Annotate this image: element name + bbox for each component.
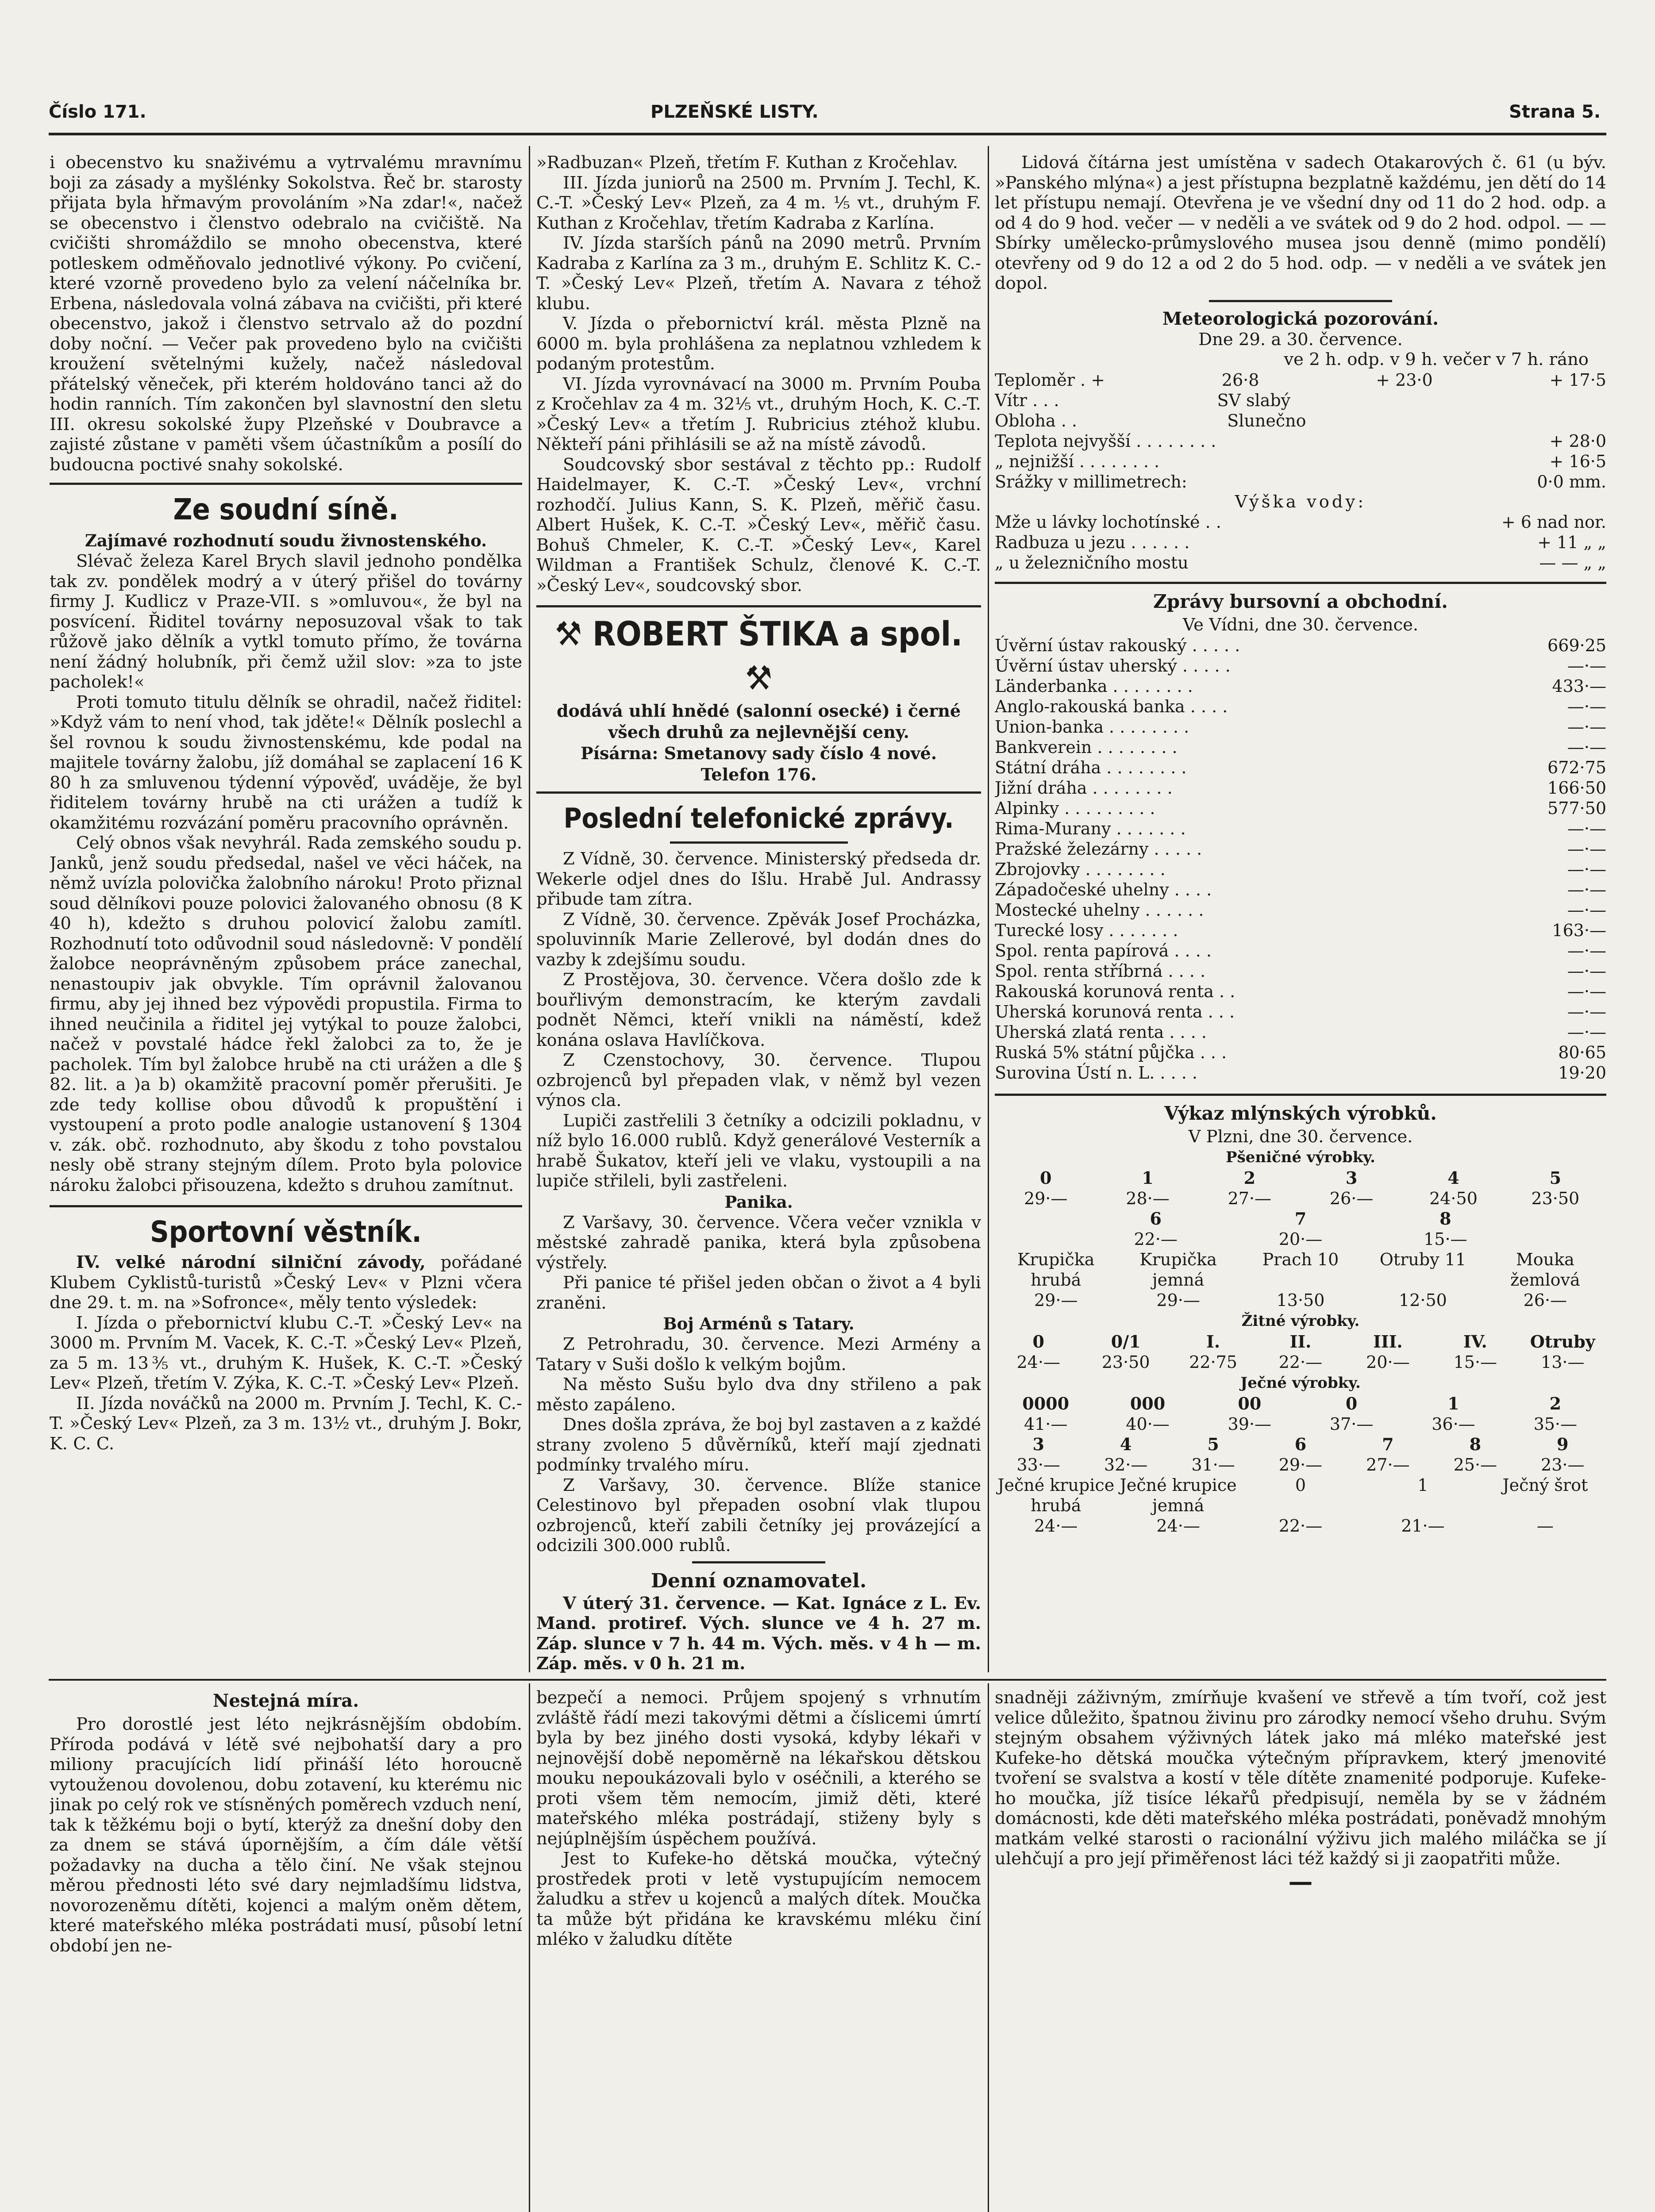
- table-cell: 0: [1039, 1168, 1052, 1188]
- table-cell: Ječné krupice hrubá: [997, 1475, 1115, 1515]
- wheat-grades: [995, 1209, 1606, 1229]
- article-text: Jest to Kufeke-ho dětská moučka, výtečný prostředek proti v letě vystupujícím nemocem žaludku a střev u kojenců a malých dítek. Moučka ta může být přidána ke kravskému mléku činí mléko v žaludku dítěte: [536, 1849, 981, 1949]
- column-2: [536, 153, 981, 1674]
- table-cell: Radbuza u jezu . . . . . .: [995, 533, 1190, 552]
- table-cell: 24·—: [1156, 1516, 1200, 1536]
- table-cell: II.: [1289, 1332, 1312, 1352]
- table-cell: 2: [1549, 1394, 1562, 1413]
- wheat-products: [995, 1249, 1606, 1290]
- table-cell: Úvěrní ústav rakouský . . . . .: [995, 635, 1240, 655]
- reading-room-notice: Lidová čítárna jest umístěna v sadech Otakarových č. 61 (u býv. »Panského mlýna«) a jest přístupna bezplatně každému, jen dětí do 14 let přístupu nemají. Otevřena je ve všední dny od 11 do 2 hod. odp. a od 4 do 9 hod. večer — v neděli a ve svátek od 9 do 2 hod. odpol. — — Sbírky umělecko-průmyslového musea jsou denně (mimo pondělí) otevřeny od 9 do 12 a od 2 do 5 hod. odp. — v neděli a ve svátek jen dopol.: [995, 153, 1606, 293]
- meteo-date: Dne 29. a 30. července.: [1198, 329, 1403, 349]
- table-cell: —·—: [1567, 981, 1606, 1001]
- ad-address: Písárna: Smetanovy sady číslo 4 nové.: [581, 743, 937, 763]
- table-cell: + 17·5: [1549, 370, 1606, 390]
- sport-paragraph: »Radbuzan« Plzeň, třetím F. Kuthan z Kročehlav.: [536, 153, 958, 173]
- article-title-nestejna-mira: Nestejná míra.: [212, 1690, 359, 1711]
- table-cell: + 28·0: [1549, 431, 1606, 451]
- table-row: [995, 512, 1606, 532]
- rye-prices: [995, 1352, 1606, 1372]
- page-number: Strana 5.: [1509, 102, 1601, 122]
- table-cell: Rima-Murany . . . . . . .: [995, 818, 1186, 838]
- table-cell: Západočeské uhelny . . . .: [995, 879, 1212, 899]
- table-row: [995, 900, 1606, 920]
- sport-paragraph: VI. Jízda vyrovnávací na 3000 m. Prvním Pouba z Kročehlav za 4 m. 32⅕ vt., druhým Hoch, K. C.-T. »Český Lev« a třetím J. Rubricius ztéhož klubu. Někteří páni přihlásili se až na místě závodů.: [536, 374, 981, 454]
- table-cell: 28·—: [1126, 1189, 1170, 1208]
- table-cell: 7: [1382, 1434, 1394, 1454]
- table-cell: 22·—: [1278, 1516, 1323, 1536]
- table-cell: Ječné krupice jemná: [1120, 1475, 1237, 1515]
- sport-paragraph: II. Jízda nováčků na 2000 m. Prvním J. Techl, K. C.-T. »Český Lev« Plzeň, za 3 m. 13½ vt., druhým J. Bokr, K. C. C.: [50, 1393, 522, 1454]
- telephone-news: Dnes došla zpráva, že boj byl zastaven a z každé strany zvoleno 5 důvěrníků, kteří mají zjednati podmínky trvalého míru.: [536, 1415, 981, 1475]
- table-row: [995, 370, 1606, 390]
- table-cell: Teploměr . +: [995, 370, 1105, 390]
- ad-text: dodává uhlí hnědé (salonní osecké) i černé všech druhů za nejlevnější ceny.: [556, 701, 961, 742]
- barley-prices: [995, 1516, 1606, 1536]
- bourse-table: [995, 635, 1606, 1083]
- table-cell: Spol. renta stříbrná . . . .: [995, 961, 1206, 981]
- table-cell: + 23·0: [1376, 370, 1433, 390]
- table-cell: 20·—: [1278, 1229, 1323, 1249]
- table-cell: 6: [1150, 1209, 1162, 1229]
- table-cell: 27·—: [1366, 1455, 1410, 1475]
- table-row: [995, 1002, 1606, 1022]
- subheading-armeni: Boj Arménů s Tatary.: [663, 1314, 854, 1333]
- table-cell: 000: [1130, 1394, 1166, 1413]
- table-cell: Obloha . .: [995, 411, 1077, 430]
- table-cell: 00: [1238, 1394, 1262, 1413]
- table-cell: —·—: [1567, 961, 1606, 981]
- table-cell: Rakouská korunová renta . .: [995, 981, 1235, 1001]
- table-cell: Státní dráha . . . . . . . .: [995, 757, 1187, 777]
- table-cell: Ječný šrot: [1502, 1475, 1588, 1495]
- water-table: [995, 512, 1606, 573]
- table-cell: 669·25: [1547, 635, 1606, 655]
- table-cell: 7: [1294, 1209, 1307, 1229]
- table-cell: „ u železničního mostu: [995, 553, 1189, 572]
- end-ornament: ━━: [1289, 1873, 1312, 1894]
- telephone-news: Z Prostějova, 30. července. Včera došlo zde k bouřlivým demonstracím, ke kterým zavdali podnět Němci, kteří vnikli na náměstí, kdež konána oslava Havlíčkova.: [536, 970, 981, 1050]
- table-cell: 8: [1469, 1434, 1482, 1454]
- table-cell: I.: [1206, 1332, 1220, 1352]
- table-cell: 27·—: [1228, 1189, 1272, 1208]
- column-3: [995, 153, 1606, 1674]
- table-cell: 5: [1207, 1434, 1219, 1454]
- hammer-pick-icon: ⚒: [554, 614, 582, 653]
- table-cell: Surovina Ústí n. L. . . . .: [995, 1063, 1197, 1083]
- table-cell: 26·—: [1329, 1189, 1374, 1208]
- mill-title: Výkaz mlýnských výrobků.: [1164, 1102, 1437, 1124]
- table-cell: 166·50: [1547, 778, 1606, 798]
- telephone-news: Z Vídně, 30. července. Zpěvák Josef Procházka, spoluvinník Marie Zellerové, byl dodán dnes do vazby k zdejšímu soudu.: [536, 909, 981, 970]
- table-cell: 29·—: [1278, 1455, 1323, 1475]
- barley-prices: [995, 1455, 1606, 1475]
- table-row: [995, 757, 1606, 778]
- table-cell: 24·—: [1034, 1516, 1078, 1536]
- rye-grades: [995, 1332, 1606, 1352]
- table-cell: 23·50: [1101, 1352, 1150, 1372]
- table-cell: 29·—: [1024, 1189, 1068, 1208]
- table-cell: Anglo-rakouská banka . . . .: [995, 696, 1228, 716]
- meteo-title: Meteorologická pozorování.: [1162, 308, 1439, 329]
- table-cell: 0/1: [1111, 1332, 1141, 1352]
- table-cell: Otruby 11: [1379, 1250, 1466, 1269]
- table-cell: 13·—: [1541, 1352, 1585, 1372]
- sport-paragraph: V. Jízda o přebornictví král. města Plzně na 6000 m. byla prohlášena za neplatnou vzhledem k podaným protestům.: [536, 314, 981, 374]
- meteo-table: [995, 370, 1606, 431]
- table-cell: 6: [1294, 1434, 1307, 1454]
- column-divider: [529, 1683, 530, 2212]
- table-row: [995, 839, 1606, 859]
- sport-paragraph: IV. Jízda starších pánů na 2090 metrů. Prvním Kadraba z Karlína za 3 m., druhým E. Schlitz K. C.-T. »Český Lev« Plzeň, třetím A. Navara z téhož klubu.: [536, 233, 981, 314]
- table-row: [995, 656, 1606, 676]
- court-paragraph: Slévač železa Karel Brych slavil jednoho pondělka tak zv. pondělek modrý a v úterý přišel do továrny firmy J. Kudlicz v Praze-VII. s »omluvou«, že byl na posvícení. Řiditel továrny neposuzoval však to tak růžově jako dělník a vytkl tomuto přímo, že továrna není žádný holubník, při čemž užil slov: »za to jste pacholek!«: [50, 551, 522, 692]
- bottom-column-1: [50, 1688, 522, 2212]
- wheat-grades: [995, 1168, 1606, 1188]
- bottom-column-3: [995, 1688, 1606, 2212]
- table-cell: 0: [1032, 1332, 1044, 1352]
- table-row: [995, 941, 1606, 961]
- article-sokol: i obecenstvo ku snaživému a vytrvalému mravnímu boji za zásady a myšlénky Sokolstva. Řeč br. starosty přijata byla hřmavým provoláním »Na zdar!«, načež se obecenstvo i členstvo odebralo na cvičiště. Na cvičišti shromáždilo se mnoho obecenstva, které potleskem odměňovalo jednotlivé výkony. Po cvičení, které vzorně provedeno bylo za velení náčelníka br. Erbena, následovala volná zábava na cvičišti, při které obecenstvo, jakož i členstvo setrvalo až do pozdní doby noční. — Večer pak provedeno bylo na cvičišti kroužení světelnými kužely, načež následoval přátelský věneček, při kterém holdováno tanci až do hodin ranních. Tím zakončen byl slavnostní den sletu III. okresu sokolské župy Plzeňské v Doubravce a zajisté zůstane v paměti všem účastníkům a posílí do budoucna poctivé snahy sokolské.: [50, 153, 522, 475]
- table-cell: 8: [1439, 1209, 1451, 1229]
- table-cell: —·—: [1567, 1022, 1606, 1042]
- table-cell: 3: [1345, 1168, 1358, 1188]
- table-row: [995, 532, 1606, 553]
- hammer-pick-icon: ⚒: [745, 658, 773, 698]
- table-cell: —·—: [1567, 879, 1606, 899]
- table-cell: Mouka žemlová: [1510, 1250, 1580, 1290]
- table-cell: 35·—: [1533, 1414, 1578, 1434]
- table-cell: Krupička hrubá: [1017, 1250, 1095, 1290]
- table-row: [995, 859, 1606, 879]
- telephone-news: Z Vídně, 30. července. Ministerský předseda dr. Wekerle odjel dnes do Išlu. Hrabě Jul. Andrassy přibude tam zítra.: [536, 849, 981, 909]
- table-row: [995, 635, 1606, 656]
- wheat-prices: [995, 1229, 1606, 1249]
- bourse-title: Zprávy bursovní a obchodní.: [1153, 591, 1448, 612]
- table-cell: 37·—: [1329, 1414, 1374, 1434]
- bottom-column-2: [536, 1688, 981, 2212]
- table-cell: 4: [1120, 1434, 1132, 1454]
- table-cell: 24·—: [1016, 1352, 1060, 1372]
- table-cell: 31·—: [1191, 1455, 1235, 1475]
- ad-phone: Telefon 176.: [700, 764, 817, 784]
- table-cell: 0: [1295, 1475, 1306, 1495]
- table-row: [995, 431, 1606, 451]
- telephone-news: Z Czenstochovy, 30. července. Tlupou ozbrojenců byl přepaden vlak, v němž byl vezen výnos cla.: [536, 1050, 981, 1110]
- table-cell: — — „ „: [1539, 553, 1606, 572]
- article-text: bezpečí a nemoci. Průjem spojený s vrhnutím zvláště řádí mezi takovými dětmi a číslicemi úmrtí byla by bez jiného dosti vysoká, kdyby lékaři v nejnovější době nepoměrně na lékařskou dětskou mouku nepoukázovali bylo v oséčnili, a kterého se proti všem těm nemocím, jimiž děti, které mateřského mléka postrádají, stiženy byly s nejúplnějším úspěchem používá.: [536, 1688, 981, 1849]
- table-cell: 1: [1417, 1475, 1428, 1495]
- telephone-news: Z Varšavy, 30. července. Blíže stanice Celestinovo byl přepaden osobní vlak tlupou ozbrojenců, kteří zabili četníky jej provázející a odcizili 300.000 rublů.: [536, 1475, 981, 1555]
- table-row: [995, 737, 1606, 757]
- table-row: [995, 676, 1606, 696]
- table-cell: —·—: [1567, 737, 1606, 757]
- table-cell: Teplota nejvyšší . . . . . . . .: [995, 431, 1216, 451]
- table-cell: + 16·5: [1549, 451, 1606, 471]
- table-cell: + 6 nad nor.: [1501, 512, 1606, 532]
- table-row: [995, 981, 1606, 1002]
- table-row: [995, 1022, 1606, 1042]
- sport-paragraph: pořádané Klubem Cyklistů-turistů »Český Lev« v Plzni včera dne 29. t. m. na »Sofronce«, měly tento výsledek:: [50, 1252, 522, 1313]
- ad-company-name: ROBERT ŠTIKA a spol.: [592, 614, 963, 653]
- newspaper-title: PLZEŇSKÉ LISTY.: [650, 102, 819, 122]
- table-cell: 29·—: [1034, 1290, 1078, 1310]
- table-cell: 22·75: [1189, 1352, 1237, 1372]
- table-cell: Spol. renta papírová . . . .: [995, 941, 1212, 960]
- table-cell: 26·—: [1523, 1290, 1567, 1310]
- table-cell: Bankverein . . . . . . . .: [995, 737, 1178, 757]
- table-cell: Srážky v millimetrech:: [995, 472, 1187, 492]
- table-cell: —·—: [1567, 1002, 1606, 1022]
- table-cell: 23·50: [1531, 1189, 1580, 1208]
- table-row: [995, 451, 1606, 472]
- table-cell: 39·—: [1228, 1414, 1272, 1434]
- table-cell: 15·—: [1424, 1229, 1467, 1249]
- telephone-news: Lupiči zastřelili 3 četníky a odcizili pokladnu, v níž bylo 16.000 rublů. Když generálové Vesterník a hrabě Šukatov, kteří jeli ve vlaku, vystoupili a na lupiče střileli, byli zastřeleni.: [536, 1110, 981, 1191]
- table-cell: 0·0 mm.: [1537, 472, 1606, 492]
- table-cell: Mže u lávky lochotínské . .: [995, 512, 1221, 532]
- table-cell: 40·—: [1126, 1414, 1170, 1434]
- subheading-daily: Denní oznamovatel.: [650, 1569, 867, 1592]
- table-cell: 22·—: [1278, 1352, 1323, 1372]
- table-cell: Uherská zlatá renta . . . .: [995, 1022, 1207, 1042]
- table-cell: 13·50: [1276, 1290, 1325, 1310]
- table-cell: 3: [1032, 1434, 1044, 1454]
- table-row: [995, 818, 1606, 839]
- section-title-telephone: Poslední telefonické zprávy.: [563, 802, 954, 834]
- column-divider: [988, 1683, 989, 2212]
- table-cell: SV slabý: [1217, 390, 1291, 410]
- table-row: [995, 1063, 1606, 1083]
- subheading-panika: Panika.: [724, 1192, 793, 1212]
- barley-grades: [995, 1434, 1606, 1455]
- table-cell: 9: [1557, 1434, 1569, 1454]
- table-cell: 577·50: [1547, 798, 1606, 818]
- table-cell: 26·8: [1221, 370, 1259, 390]
- daily-almanac: V úterý 31. července. — Kat. Ignáce z L. Ev. Mand. protiref. Vých. slunce ve 4 h. 27 m. Záp. slunce v 7 h. 44 m. Vých. měs. v 4 h — m. Záp. měs. v 0 h. 21 m.: [536, 1593, 981, 1674]
- section-rule: [49, 1679, 1606, 1681]
- table-row: [995, 879, 1606, 900]
- table-cell: 21·—: [1401, 1516, 1445, 1536]
- meteo-times: ve 2 h. odp. v 9 h. večer v 7 h. ráno: [1284, 349, 1589, 369]
- table-row: [995, 798, 1606, 818]
- barley-prices: [995, 1414, 1606, 1434]
- table-cell: 163·—: [1552, 920, 1606, 940]
- table-cell: 672·75: [1547, 757, 1606, 777]
- table-cell: 2: [1243, 1168, 1256, 1188]
- table-row: [995, 472, 1606, 492]
- meteo-extra: [995, 431, 1606, 492]
- court-paragraph: Proti tomuto titulu dělník se ohradil, načež řiditel: »Když vám to není vhod, tak jděte!« Dělník poslechl a šel rovnou k soudu živnostenskému, kde podal na majitele továrny žalobu, jíž domáhal se zaplacení 16 K 80 h za smluvenou týdenní výpověď, uváděje, že byl řiditelem továrny hrubě na cti urážen a tudíž k okamžitému rozvázání poměru pracovního oprávněn.: [50, 692, 522, 833]
- sport-subtitle: IV. velké národní silniční závody,: [76, 1252, 426, 1272]
- table-cell: IV.: [1463, 1332, 1487, 1352]
- table-cell: Jižní dráha . . . . . . . .: [995, 778, 1173, 798]
- bourse-date: Ve Vídni, dne 30. července.: [1182, 615, 1419, 635]
- table-cell: Otruby: [1530, 1332, 1595, 1352]
- table-cell: 0: [1345, 1394, 1358, 1413]
- table-cell: 0000: [1022, 1394, 1070, 1413]
- water-title: Výška vody:: [1235, 492, 1366, 512]
- table-cell: 1: [1447, 1394, 1459, 1413]
- table-cell: 15·—: [1453, 1352, 1497, 1372]
- table-cell: Mostecké uhelny . . . . . .: [995, 900, 1204, 920]
- table-cell: —·—: [1567, 941, 1606, 960]
- barley-title: Ječné výrobky.: [1240, 1374, 1361, 1392]
- barley-products: [995, 1475, 1606, 1516]
- wheat-prices: [995, 1188, 1606, 1209]
- table-cell: —·—: [1567, 900, 1606, 920]
- table-row: [995, 390, 1606, 411]
- table-cell: „ nejnižší . . . . . . . .: [995, 451, 1160, 471]
- article-text: Pro dorostlé jest léto nejkrásnějším obdobím. Příroda podává v létě své nejbohatší dary a pro miliony pracujících lidí přináší léto horoucně vytouženou dovolenou, dobu zotavení, ku kterému nic jinak po celý rok ve stísněných poměrech vzduch není, tak k těžkému boji o bytí, kterýž za dnešní doby den za dnem se stává úpornějším, a čím dále větší požadavky na ducha a tělo činí. Ne však stejnou měrou přednosti léto své dary nejmladšímu lidstva, novorozeněmu dítěti, kojenci a malým oněm dětem, které mateřského mléka postrádati musí, působí letní období jen ne-: [50, 1714, 522, 1956]
- sport-paragraph: Soudcovský sbor sestával z těchto pp.: Rudolf Haidelmayer, K. C.-T. »Český Lev«, vrchní rozhodčí. Julius Kann, S. K. Plzeň, měřič času. Albert Hušek, K. C.-T. »Český Lev«, měřič času. Bohuš Chmeler, K. C.-T. »Český Lev«, Karel Wildman a František Schulz, členové K. C.-T. »Český Lev«, soudcovský sbor.: [536, 454, 981, 595]
- table-cell: Länderbanka . . . . . . . .: [995, 676, 1193, 696]
- court-paragraph: Celý obnos však nevyhrál. Rada zemského soudu p. Janků, jenž soudu předsedal, našel ve věci háček, na němž uvízla polovička žalobního nároku! Proto přiznal soud dělníkovi pouze polovici žalovaného obnosu (8 K 40 h), kdežto s druhou polovicí žalobu zamítl. Rozhodnutí toto odůvodnil soud následovně: V pondělí žalobce neoprávněným způsobem práce zanechal, nenastoupiv jak obvykle. Tím oprávnil žalovanou firmu, aby jej ihned bez výpovědi propustila. Firma to ihned neučinila a řiditel jej vytýkal to pouze žalobci, načež v povstalé hádce řekl žalobci za to, že je pacholek. Tím byl žalobce hrubě na cti urážen a dle § 82. lit. a )a b) okamžitě pracovní poměr přerušiti. Je zde tedy kollise obou důvodů k propuštění i vystoupení a proto podle analogie ustanovení § 1304 v. zák. obč. rozhodnuto, aby škodu z toho povstalou nesly obě strany stejným dílem. Proto byla polovice nároku žalobci přisouzena, kdežto s druhou zamítnut.: [50, 833, 522, 1195]
- column-divider: [529, 146, 530, 1672]
- table-cell: Pražské železárny . . . . .: [995, 839, 1202, 859]
- sport-paragraph: III. Jízda juniorů na 2500 m. Prvním J. Techl, K. C.-T. »Český Lev« Plzeň, za 4 m. ⅕ vt., druhým F. Kuthan z Kročehlav, třetím Kadraba z Karlína.: [536, 173, 981, 233]
- table-cell: —·—: [1567, 696, 1606, 716]
- telephone-news: Z Varšavy, 30. července. Včera večer vznikla v městské zahradě panika, která byla způsobena výstřely.: [536, 1212, 981, 1273]
- page-header: [0, 102, 1655, 128]
- article-text: snadněji záživným, zmírňuje kvašení ve střevě a tím tvoří, což jest velice důležito, špatnou živinu pro zárodky nemocí všeho druhu. Svým stejným obsahem výživných látek jako má mléko mateřské jest Kufeke-ho dětská moučka výtečným přípravkem, který jmenovité tvoření se svalstva a kostí v těle dítěte znamenité podporuje. Kufeke-ho moučka, jíž tisíce lékařů předpisují, neměla by se v žádném domácnosti, kde děti mateřského mléka postrádati, poněvadž mnohým matkám velké starosti o racionální výživu jich malého miláčka se jí ulehčují a pro její přiměřenost láci též každý si ji zaopatřiti může.: [995, 1688, 1606, 1869]
- table-cell: Zbrojovky . . . . . . . .: [995, 859, 1166, 879]
- issue-number: Číslo 171.: [49, 102, 146, 122]
- table-cell: III.: [1373, 1332, 1403, 1352]
- table-cell: —·—: [1567, 656, 1606, 676]
- table-cell: 36·—: [1432, 1414, 1475, 1434]
- table-cell: 5: [1549, 1168, 1562, 1188]
- telephone-news: Z Petrohradu, 30. července. Mezi Armény a Tatary v Suši došlo k velkým bojům.: [536, 1334, 981, 1375]
- table-cell: Úvěrní ústav uherský . . . . .: [995, 656, 1231, 676]
- telephone-news: Při panice té přišel jeden občan o život a 4 byli zraněni.: [536, 1273, 981, 1313]
- table-cell: Vítr . . .: [995, 390, 1059, 410]
- table-cell: 24·50: [1429, 1189, 1478, 1208]
- section-title-court: Ze soudní síně.: [173, 492, 399, 526]
- table-row: [995, 411, 1606, 431]
- table-row: [995, 696, 1606, 717]
- table-cell: Union-banka . . . . . . . .: [995, 717, 1189, 737]
- table-row: [995, 553, 1606, 573]
- sport-paragraph: I. Jízda o přebornictví klubu C.-T. »Český Lev« na 3000 m. Prvním M. Vacek, K. C.-T. »Český Lev« Plzeň, za 5 m. 13⅗ vt., druhým K. Hušek, K. C.-T. »Český Lev« Plzeň, třetím V. Zýka, K. C.-T. »Český Lev« Plzeň.: [50, 1313, 522, 1393]
- table-cell: 433·—: [1552, 676, 1606, 696]
- column-divider: [988, 146, 989, 1672]
- table-cell: Slunečno: [1227, 411, 1306, 430]
- table-row: [995, 961, 1606, 981]
- table-cell: —·—: [1567, 839, 1606, 859]
- table-row: [995, 920, 1606, 941]
- rye-title: Žitné výrobky.: [1241, 1312, 1360, 1330]
- table-cell: —·—: [1567, 717, 1606, 737]
- table-cell: + 11 „ „: [1537, 533, 1606, 552]
- table-row: [995, 778, 1606, 798]
- table-cell: 1: [1142, 1168, 1154, 1188]
- table-cell: Uherská korunová renta . . .: [995, 1002, 1235, 1022]
- wheat-prices: [995, 1290, 1606, 1310]
- table-cell: 4: [1447, 1168, 1459, 1188]
- table-cell: Alpinky . . . . . . . . .: [995, 798, 1155, 818]
- table-cell: 23·—: [1541, 1455, 1585, 1475]
- wheat-title: Pšeničné výrobky.: [1226, 1148, 1375, 1166]
- table-cell: 41·—: [1024, 1414, 1068, 1434]
- table-row: [995, 1042, 1606, 1063]
- table-cell: Krupička jemná: [1139, 1250, 1217, 1290]
- section-title-sport: Sportovní věstník.: [150, 1215, 422, 1249]
- table-cell: Ruská 5% státní půjčka . . .: [995, 1042, 1227, 1062]
- table-cell: 33·—: [1016, 1455, 1060, 1475]
- table-cell: 12·50: [1399, 1290, 1447, 1310]
- table-cell: 22·—: [1134, 1229, 1178, 1249]
- table-cell: —·—: [1567, 859, 1606, 879]
- telephone-news: Na město Sušu bylo dva dny střileno a pak město zapáleno.: [536, 1375, 981, 1415]
- mill-date: V Plzni, dne 30. července.: [1188, 1126, 1413, 1147]
- column-1: [50, 153, 522, 1674]
- barley-grades: [995, 1394, 1606, 1414]
- table-cell: 80·65: [1558, 1042, 1606, 1062]
- table-cell: 20·—: [1366, 1352, 1410, 1372]
- table-cell: —·—: [1567, 818, 1606, 838]
- advertisement-stika: [536, 612, 981, 785]
- table-row: [995, 717, 1606, 737]
- table-cell: —: [1536, 1516, 1554, 1536]
- table-cell: 32·—: [1104, 1455, 1148, 1475]
- header-rule: [49, 133, 1606, 135]
- table-cell: 29·—: [1156, 1290, 1200, 1310]
- table-cell: Turecké losy . . . . . . .: [995, 920, 1178, 940]
- table-cell: 19·20: [1558, 1063, 1606, 1083]
- court-subtitle: Zajímavé rozhodnutí soudu živnostenského.: [85, 531, 487, 550]
- table-cell: 25·—: [1453, 1455, 1497, 1475]
- table-cell: Prach 10: [1262, 1250, 1339, 1269]
